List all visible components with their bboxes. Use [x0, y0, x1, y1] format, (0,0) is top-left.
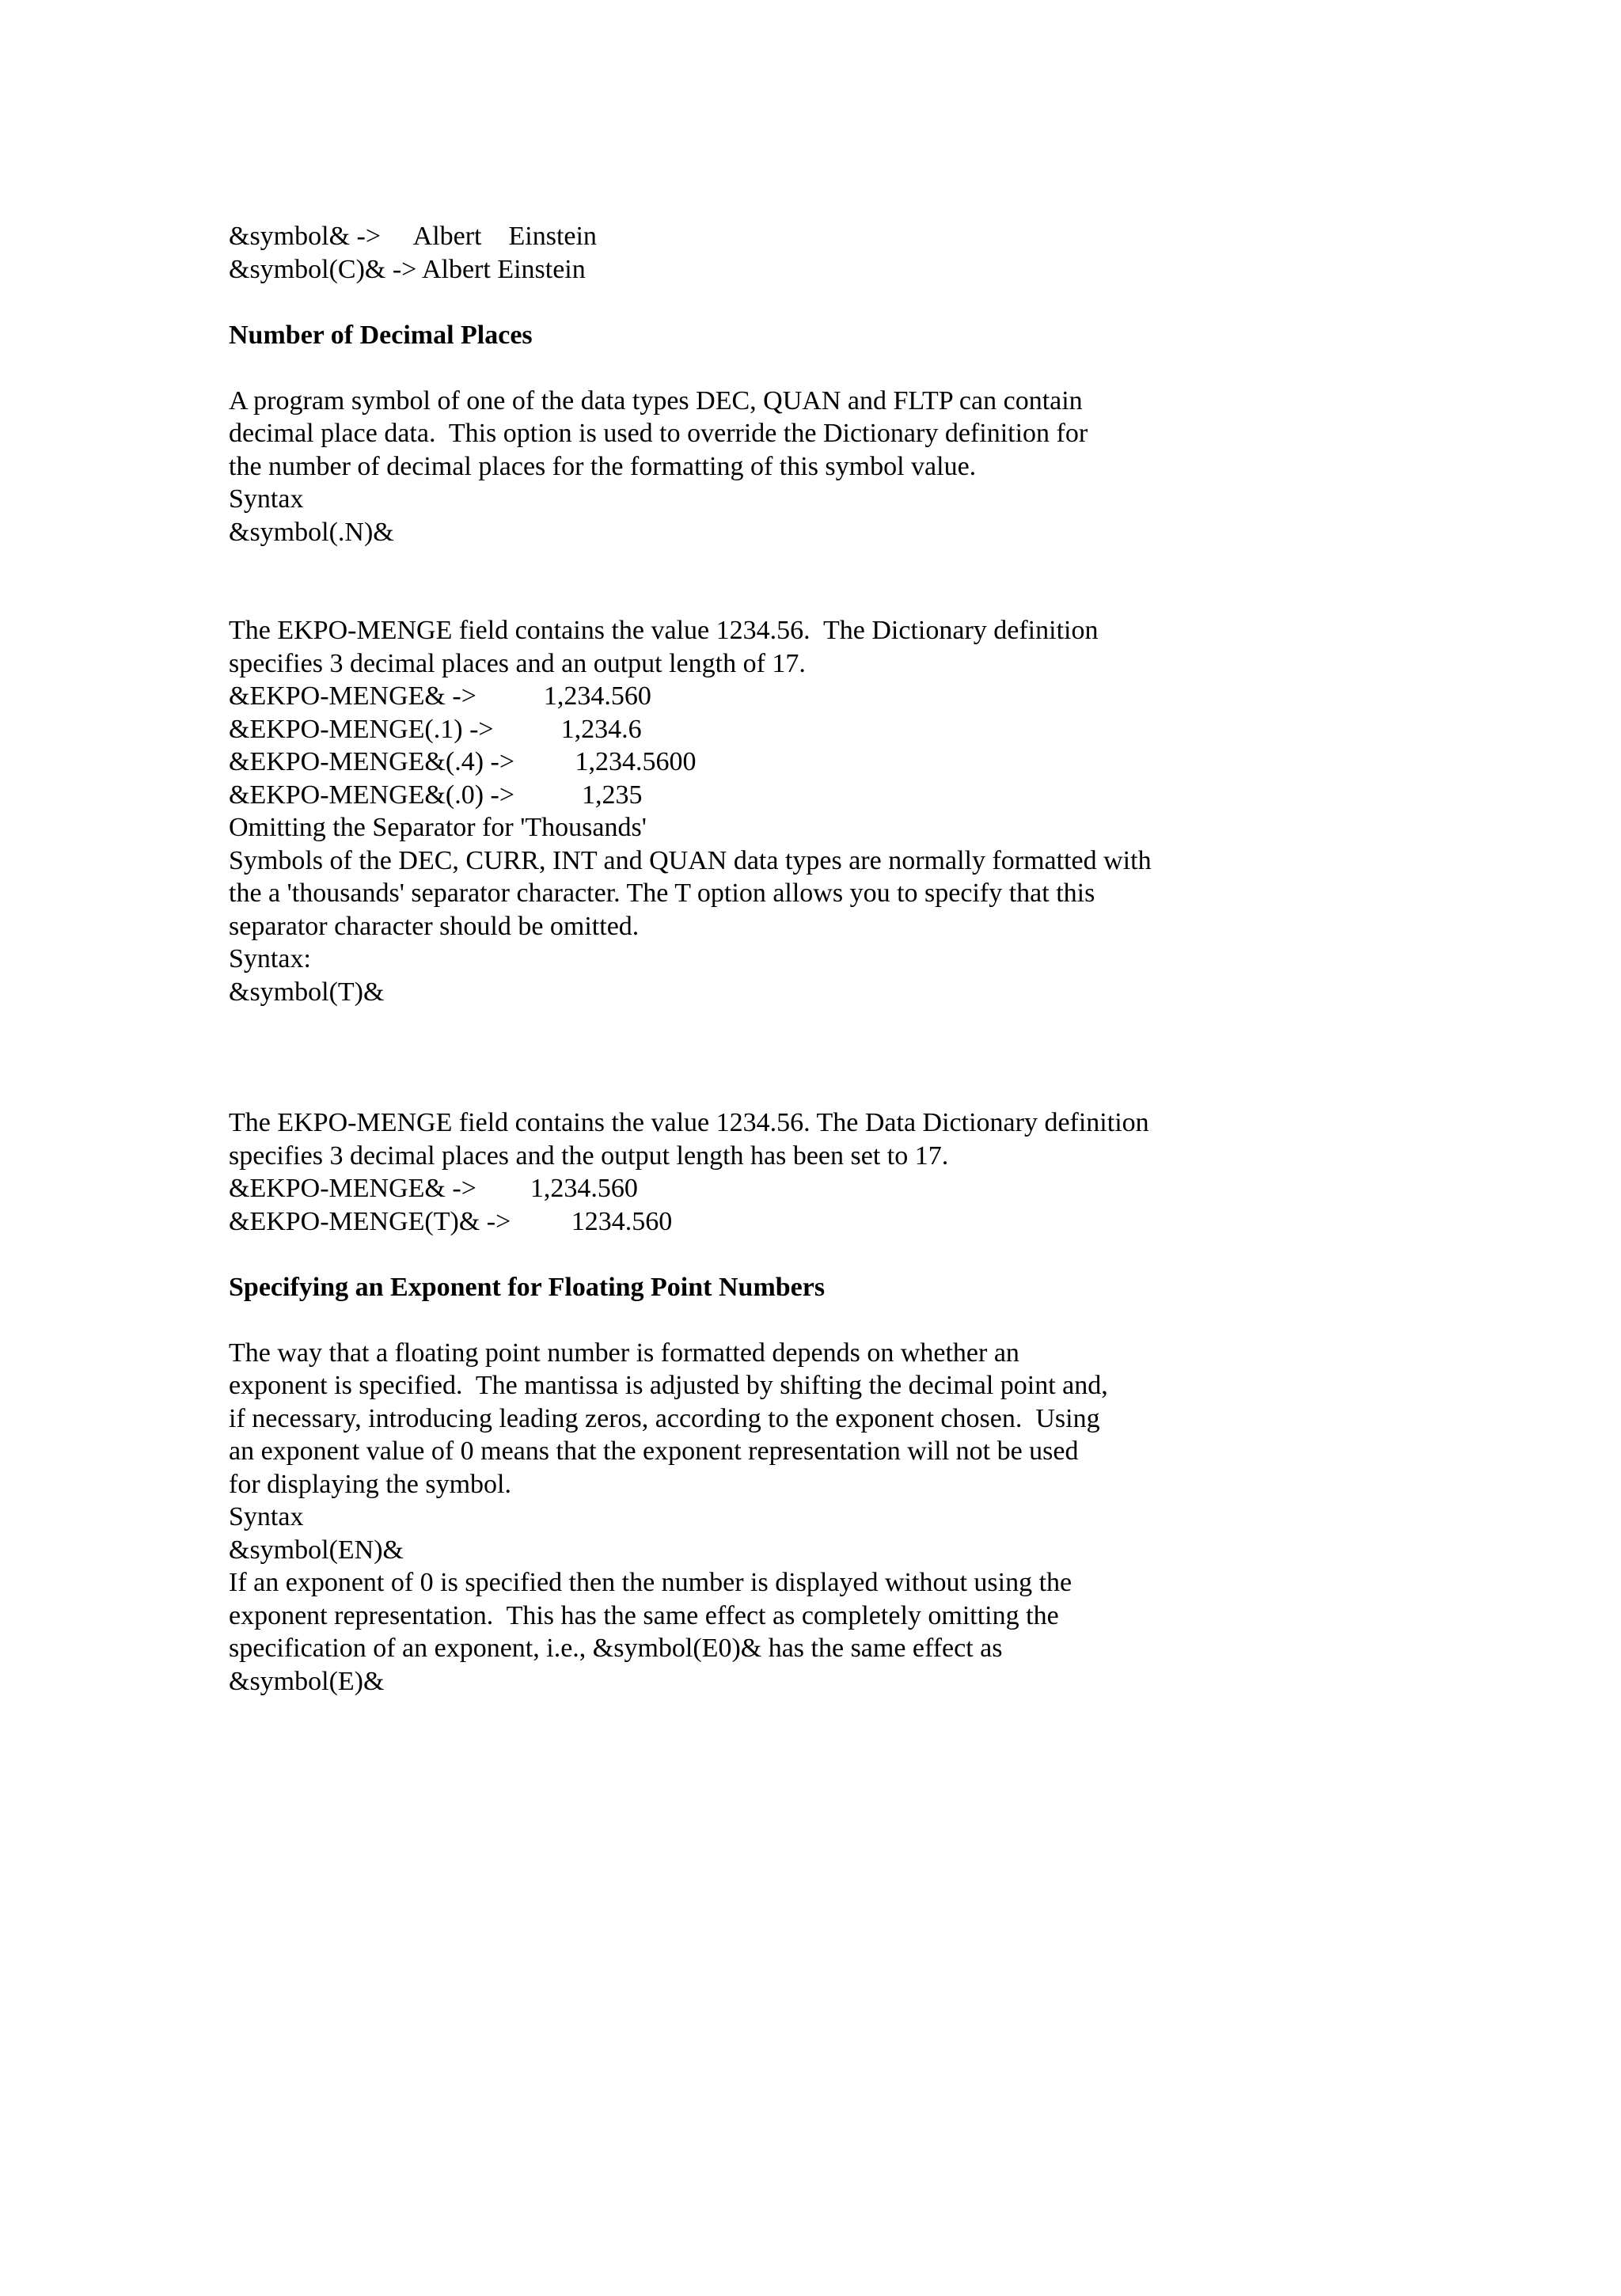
- section-heading-exponent: Specifying an Exponent for Floating Point Numbers: [229, 1272, 826, 1302]
- paragraph-line: The way that a floating point number is formatted depends on whether an: [229, 1338, 1019, 1368]
- syntax-label: Syntax: [229, 484, 304, 514]
- paragraph-line: an exponent value of 0 means that the exponent representation will not be used: [229, 1436, 1079, 1466]
- syntax-label: Syntax: [229, 1502, 304, 1531]
- syntax-code: &symbol(T)&: [229, 977, 385, 1007]
- paragraph-line: The EKPO-MENGE field contains the value 1234.56. The Data Dictionary definition: [229, 1108, 1149, 1137]
- spacer: [229, 286, 1495, 319]
- spacer: [229, 1008, 1495, 1106]
- example-line: &EKPO-MENGE&(.0) -> 1,235: [229, 780, 643, 810]
- paragraph-line: If an exponent of 0 is specified then the number is displayed without using the: [229, 1568, 1072, 1597]
- paragraph-line: separator character should be omitted.: [229, 911, 640, 941]
- example-line: &EKPO-MENGE(T)& -> 1234.560: [229, 1206, 673, 1236]
- paragraph-line: exponent is specified. The mantissa is adjusted by shifting the decimal point and,: [229, 1371, 1108, 1400]
- paragraph-line: Symbols of the DEC, CURR, INT and QUAN data types are normally formatted with: [229, 845, 1152, 875]
- example-line: &EKPO-MENGE& -> 1,234.560: [229, 681, 651, 711]
- syntax-code: &symbol(.N)&: [229, 517, 394, 547]
- example-line: &EKPO-MENGE&(.4) -> 1,234.5600: [229, 747, 697, 776]
- paragraph-line: the a 'thousands' separator character. The T option allows you to specify that this: [229, 879, 1095, 908]
- syntax-code: &symbol(EN)&: [229, 1535, 404, 1565]
- paragraph-line: specifies 3 decimal places and an output length of 17.: [229, 648, 806, 678]
- example-line: &symbol(C)& -> Albert Einstein: [229, 254, 586, 284]
- paragraph-line: exponent representation. This has the same effect as completely omitting the: [229, 1600, 1059, 1630]
- paragraph-line: specifies 3 decimal places and the output length has been set to 17.: [229, 1140, 949, 1171]
- paragraph-line: the number of decimal places for the formatting of this symbol value.: [229, 451, 977, 481]
- spacer: [229, 351, 1495, 385]
- spacer: [229, 1304, 1495, 1337]
- paragraph-line: A program symbol of one of the data types DEC, QUAN and FLTP can contain: [229, 385, 1083, 416]
- paragraph-line: The EKPO-MENGE field contains the value 1234.56. The Dictionary definition: [229, 616, 1099, 645]
- section-heading-decimal-places: Number of Decimal Places: [229, 320, 533, 350]
- document-page: [229, 220, 1495, 1698]
- example-line: &EKPO-MENGE& -> 1,234.560: [229, 1174, 638, 1203]
- spacer: [229, 548, 1495, 614]
- section-heading-thousands: Omitting the Separator for 'Thousands': [229, 813, 647, 842]
- syntax-label: Syntax:: [229, 944, 311, 973]
- spacer: [229, 1238, 1495, 1271]
- example-line: &EKPO-MENGE(.1) -> 1,234.6: [229, 714, 642, 744]
- paragraph-line: for displaying the symbol.: [229, 1469, 511, 1499]
- paragraph-line: decimal place data. This option is used to override the Dictionary definition for: [229, 419, 1088, 448]
- example-line: &symbol& -> Albert Einstein: [229, 222, 597, 251]
- paragraph-line: specification of an exponent, i.e., &symbol(E0)& has the same effect as: [229, 1634, 1003, 1663]
- paragraph-line: &symbol(E)&: [229, 1666, 385, 1696]
- paragraph-line: if necessary, introducing leading zeros, according to the exponent chosen. Using: [229, 1403, 1100, 1433]
